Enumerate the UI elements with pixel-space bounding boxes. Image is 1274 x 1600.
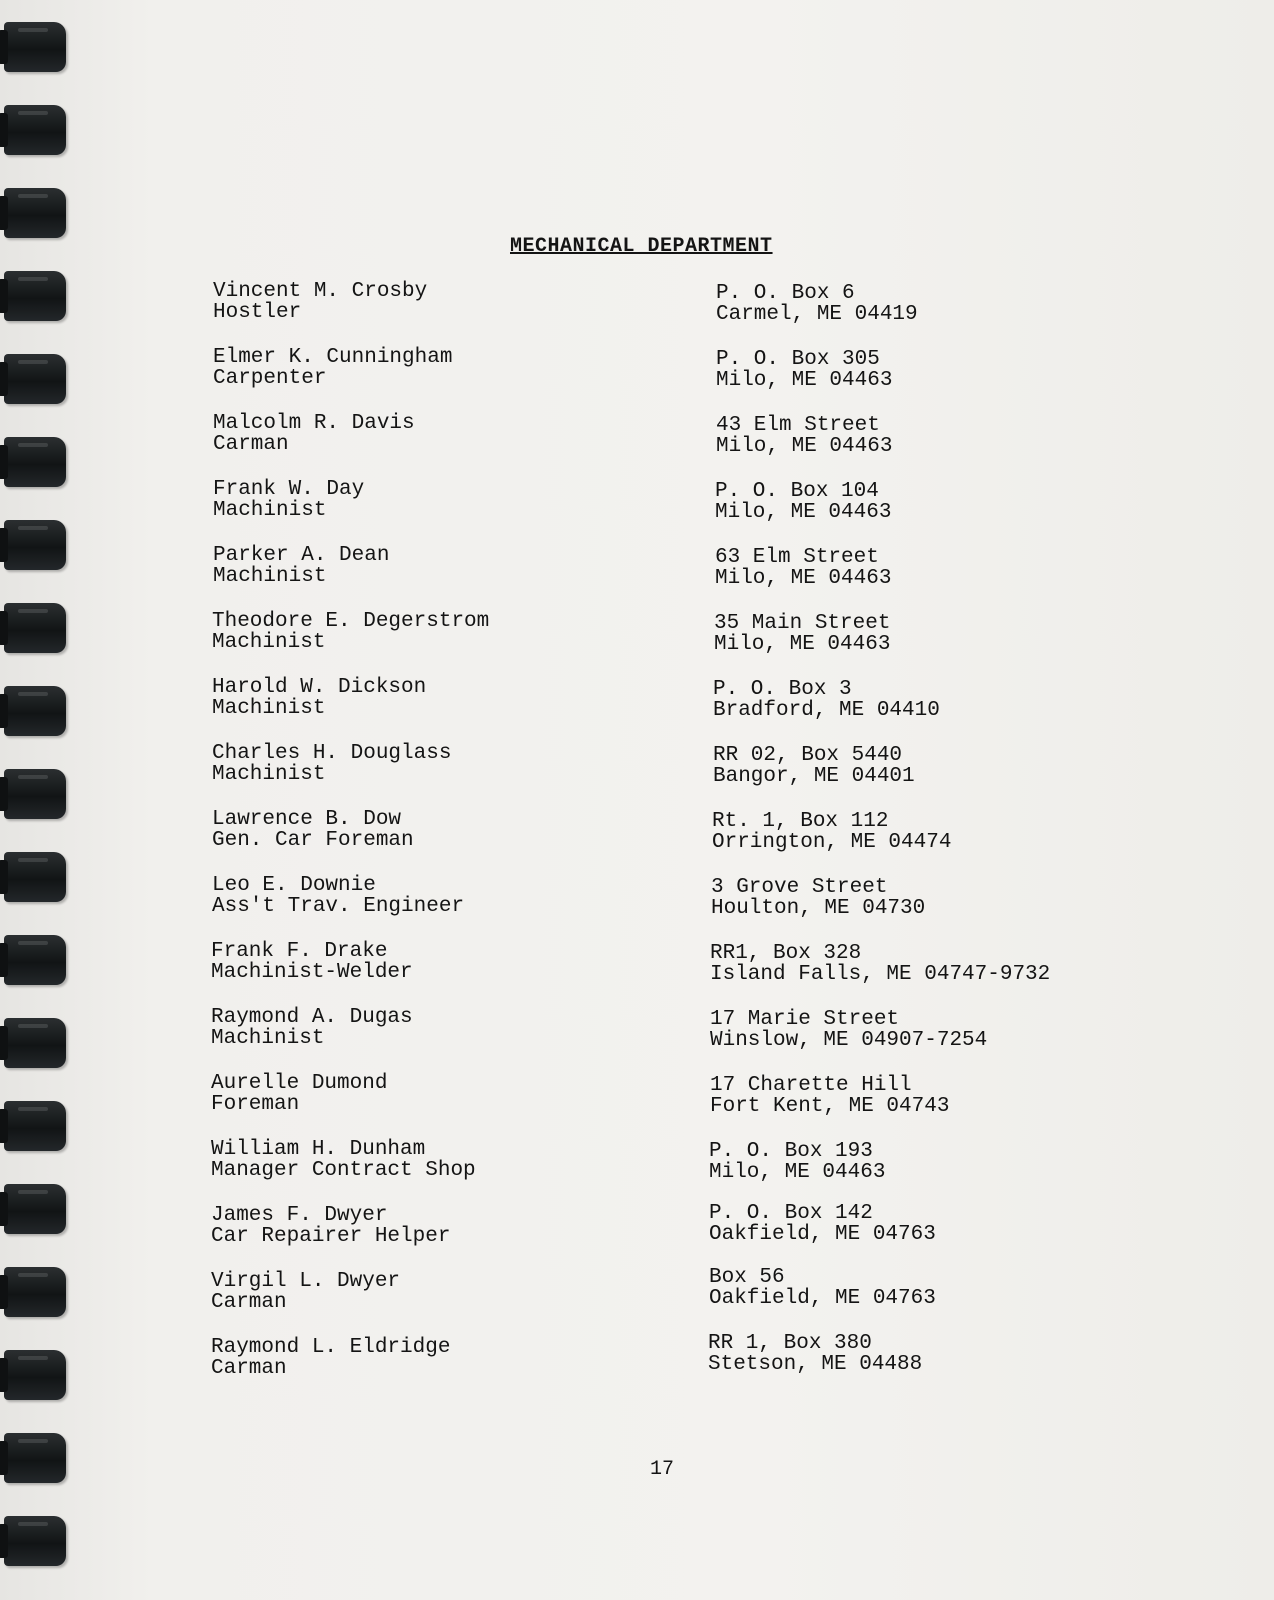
address-line-1: RR 02, Box 5440 [713, 744, 903, 767]
employee-name: Raymond L. Eldridge [211, 1336, 451, 1359]
binding-coil [4, 437, 66, 487]
address-line-2: Oakfield, ME 04763 [709, 1287, 936, 1310]
binding-coil [4, 1101, 66, 1151]
binding-coil [4, 1516, 66, 1566]
employee-address-block [710, 943, 1050, 985]
address-line-2: Milo, ME 04463 [714, 633, 891, 656]
address-line-2: Houlton, ME 04730 [711, 897, 926, 920]
employee-name-block [211, 1337, 450, 1379]
employee-address-block [716, 283, 918, 325]
employee-name-block [211, 1139, 476, 1181]
employee-name: Malcolm R. Davis [213, 412, 415, 435]
address-line-1: P. O. Box 193 [709, 1140, 873, 1163]
address-line-2: Bangor, ME 04401 [713, 765, 915, 788]
employee-address-block [710, 1075, 949, 1117]
address-line-2: Winslow, ME 04907-7254 [710, 1029, 988, 1052]
employee-name: Charles H. Douglass [212, 742, 452, 765]
employee-role: Machinist [213, 565, 327, 588]
employee-address-block [710, 1009, 987, 1051]
address-line-2: Stetson, ME 04488 [708, 1353, 923, 1376]
address-line-1: Box 56 [709, 1266, 785, 1289]
employee-address-block [708, 1333, 922, 1375]
address-line-2: Fort Kent, ME 04743 [710, 1095, 950, 1118]
address-line-1: 63 Elm Street [715, 546, 879, 569]
employee-name: Virgil L. Dwyer [211, 1270, 401, 1293]
binding-coil [4, 769, 66, 819]
employee-name-block [212, 809, 414, 851]
employee-name: Theodore E. Degerstrom [212, 610, 490, 633]
address-line-1: 35 Main Street [714, 612, 891, 635]
binding-coil [4, 354, 66, 404]
employee-name-block [211, 1271, 400, 1313]
employee-role: Machinist [212, 631, 326, 654]
binding-coil [4, 935, 66, 985]
spiral-binding [0, 0, 90, 1600]
employee-name: Parker A. Dean [213, 544, 390, 567]
address-line-2: Carmel, ME 04419 [716, 303, 918, 326]
employee-name: James F. Dwyer [211, 1204, 388, 1227]
employee-role: Car Repairer Helper [211, 1225, 451, 1248]
employee-name: William H. Dunham [211, 1138, 426, 1161]
employee-address-block [713, 679, 940, 721]
employee-address-block [716, 349, 892, 391]
binding-coil [4, 603, 66, 653]
address-line-1: RR1, Box 328 [710, 942, 862, 965]
employee-name: Elmer K. Cunningham [213, 346, 453, 369]
employee-role: Carman [211, 1357, 287, 1380]
employee-name-block [213, 281, 427, 323]
employee-name: Lawrence B. Dow [212, 808, 402, 831]
employee-role: Carman [211, 1291, 287, 1314]
binding-coil [4, 271, 66, 321]
address-line-1: 43 Elm Street [716, 414, 880, 437]
employee-address-block [709, 1267, 936, 1309]
employee-address-block [709, 1203, 936, 1245]
binding-coil [4, 1018, 66, 1068]
employee-name-block [213, 479, 364, 521]
employee-role: Machinist [212, 763, 326, 786]
employee-name-block [213, 347, 452, 389]
employee-name-block [213, 413, 415, 455]
employee-name: Aurelle Dumond [211, 1072, 388, 1095]
employee-name: Frank F. Drake [211, 940, 388, 963]
binding-coil [4, 1267, 66, 1317]
employee-name-block [213, 545, 389, 587]
address-line-2: Island Falls, ME 04747-9732 [710, 963, 1051, 986]
employee-name-block [212, 875, 464, 917]
employee-name: Raymond A. Dugas [211, 1006, 413, 1029]
employee-address-block [709, 1141, 885, 1183]
page-title: MECHANICAL DEPARTMENT [510, 235, 773, 258]
employee-address-block [711, 877, 925, 919]
address-line-1: P. O. Box 6 [716, 282, 855, 305]
employee-role: Hostler [213, 301, 302, 324]
address-line-1: P. O. Box 305 [716, 348, 880, 371]
employee-role: Carman [213, 433, 289, 456]
address-line-1: P. O. Box 3 [713, 678, 852, 701]
employee-role: Machinist [213, 499, 327, 522]
address-line-2: Milo, ME 04463 [716, 435, 893, 458]
employee-role: Machinist [211, 1027, 325, 1050]
employee-role: Foreman [211, 1093, 300, 1116]
employee-role: Carpenter [213, 367, 327, 390]
employee-name-block [212, 743, 451, 785]
address-line-1: Rt. 1, Box 112 [712, 810, 889, 833]
address-line-2: Bradford, ME 04410 [713, 699, 940, 722]
employee-address-block [715, 547, 891, 589]
address-line-2: Milo, ME 04463 [716, 369, 893, 392]
binding-coil [4, 686, 66, 736]
address-line-2: Milo, ME 04463 [715, 501, 892, 524]
address-line-1: P. O. Box 142 [709, 1202, 873, 1225]
employee-address-block [712, 811, 951, 853]
employee-name: Vincent M. Crosby [213, 280, 428, 303]
employee-address-block [716, 415, 892, 457]
employee-role: Gen. Car Foreman [212, 829, 414, 852]
binding-coil [4, 1184, 66, 1234]
employee-role: Machinist [212, 697, 326, 720]
employee-role: Ass't Trav. Engineer [212, 895, 465, 918]
employee-name-block [211, 941, 413, 983]
address-line-2: Milo, ME 04463 [709, 1161, 886, 1184]
employee-name: Harold W. Dickson [212, 676, 427, 699]
employee-role: Manager Contract Shop [211, 1159, 476, 1182]
binding-coil [4, 520, 66, 570]
binding-coil [4, 852, 66, 902]
employee-address-block [713, 745, 915, 787]
employee-name-block [211, 1073, 387, 1115]
employee-role: Machinist-Welder [211, 961, 413, 984]
address-line-2: Orrington, ME 04474 [712, 831, 952, 854]
address-line-1: 17 Marie Street [710, 1008, 900, 1031]
address-line-2: Oakfield, ME 04763 [709, 1223, 936, 1246]
employee-name-block [211, 1205, 450, 1247]
employee-name: Leo E. Downie [212, 874, 376, 897]
employee-name-block [212, 611, 489, 653]
employee-name-block [212, 677, 426, 719]
address-line-1: RR 1, Box 380 [708, 1332, 872, 1355]
employee-name: Frank W. Day [213, 478, 365, 501]
binding-coil [4, 105, 66, 155]
employee-address-block [715, 481, 891, 523]
binding-coil [4, 1433, 66, 1483]
address-line-1: 3 Grove Street [711, 876, 888, 899]
binding-coil [4, 1350, 66, 1400]
employee-address-block [714, 613, 890, 655]
binding-coil [4, 188, 66, 238]
address-line-2: Milo, ME 04463 [715, 567, 892, 590]
employee-name-block [211, 1007, 413, 1049]
binding-coil [4, 22, 66, 72]
address-line-1: 17 Charette Hill [710, 1074, 912, 1097]
page-number: 17 [650, 1458, 675, 1481]
address-line-1: P. O. Box 104 [715, 480, 879, 503]
